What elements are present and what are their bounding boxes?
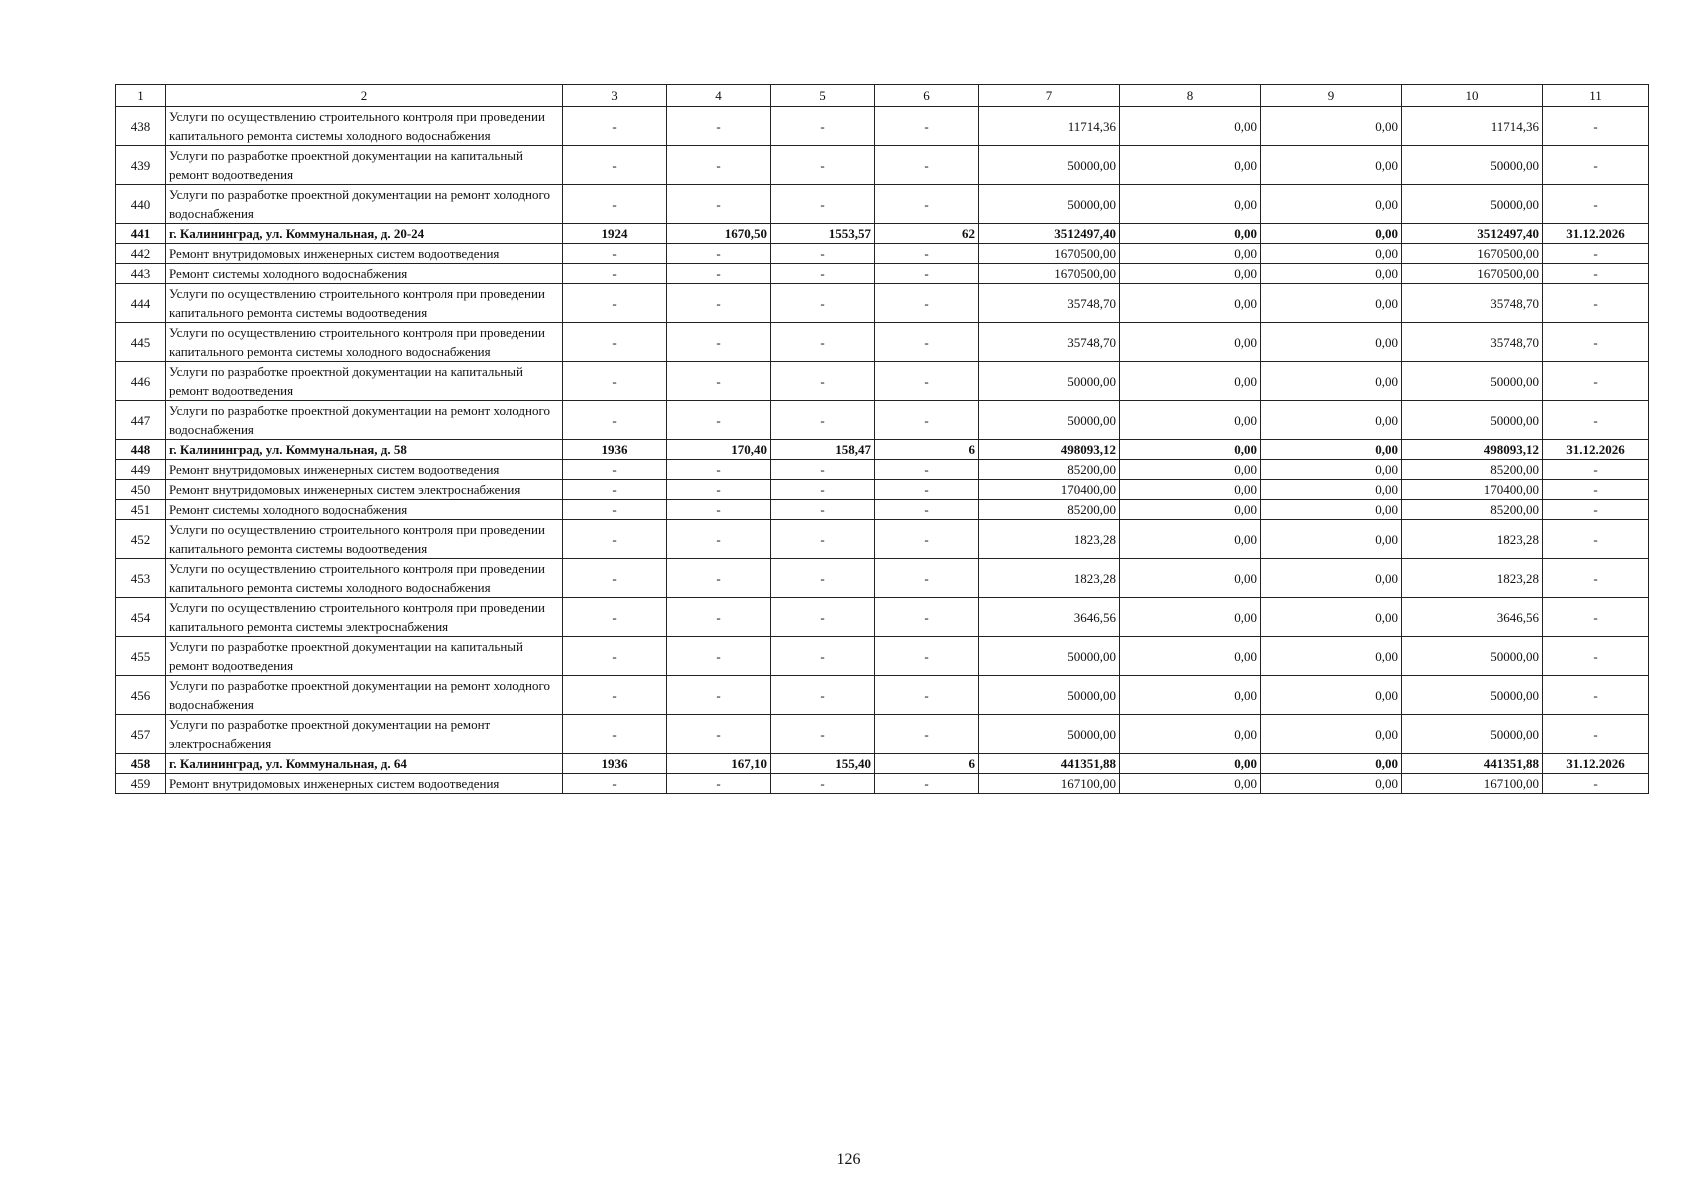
table-row	[116, 146, 1649, 185]
col-4-cell: -	[667, 715, 771, 754]
col-3-cell: -	[563, 715, 667, 754]
col-9-cell: 0,00	[1261, 559, 1402, 598]
row-number-cell: 446	[116, 362, 166, 401]
col-5-cell: -	[771, 598, 875, 637]
col-9-cell: 0,00	[1261, 244, 1402, 264]
table-row	[116, 715, 1649, 754]
col-10-cell: 50000,00	[1402, 715, 1543, 754]
row-number-cell: 443	[116, 264, 166, 284]
col-8-cell: 0,00	[1120, 774, 1261, 794]
col-4-cell: -	[667, 500, 771, 520]
col-7-cell: 498093,12	[979, 440, 1120, 460]
row-number-cell: 440	[116, 185, 166, 224]
col-8-cell: 0,00	[1120, 598, 1261, 637]
col-4-cell: -	[667, 401, 771, 440]
col-11-cell: -	[1543, 401, 1649, 440]
description-cell: Ремонт внутридомовых инженерных систем водоотведения	[166, 244, 563, 264]
col-9-cell: 0,00	[1261, 107, 1402, 146]
col-7-cell: 1670500,00	[979, 264, 1120, 284]
col-11-cell: -	[1543, 559, 1649, 598]
col-7-cell: 50000,00	[979, 676, 1120, 715]
col-7-cell: 167100,00	[979, 774, 1120, 794]
row-number-cell: 449	[116, 460, 166, 480]
table-row	[116, 676, 1649, 715]
description-cell: Ремонт системы холодного водоснабжения	[166, 264, 563, 284]
col-9-cell: 0,00	[1261, 440, 1402, 460]
col-8-cell: 0,00	[1120, 480, 1261, 500]
col-6-cell: -	[875, 598, 979, 637]
col-7-cell: 85200,00	[979, 460, 1120, 480]
col-11-cell: -	[1543, 284, 1649, 323]
table-row	[116, 107, 1649, 146]
col-11-cell: -	[1543, 185, 1649, 224]
col-6-cell: -	[875, 559, 979, 598]
col-5-cell: -	[771, 323, 875, 362]
col-5-cell: -	[771, 637, 875, 676]
col-5-cell: 158,47	[771, 440, 875, 460]
col-10-cell: 167100,00	[1402, 774, 1543, 794]
description-cell: г. Калининград, ул. Коммунальная, д. 64	[166, 754, 563, 774]
col-4-cell: -	[667, 323, 771, 362]
table-body	[116, 107, 1649, 794]
col-10-cell: 1670500,00	[1402, 244, 1543, 264]
col-3-cell: 1936	[563, 754, 667, 774]
table-row	[116, 284, 1649, 323]
description-cell: Услуги по осуществлению строительного контроля при проведении капитального ремонта системы холодного водоснабжения	[166, 107, 563, 146]
col-7-cell: 3512497,40	[979, 224, 1120, 244]
col-11-cell: -	[1543, 244, 1649, 264]
col-5-cell: -	[771, 676, 875, 715]
table-header	[116, 85, 1649, 107]
row-number-cell: 451	[116, 500, 166, 520]
col-10-cell: 35748,70	[1402, 323, 1543, 362]
col-7-cell: 11714,36	[979, 107, 1120, 146]
col-10-cell: 35748,70	[1402, 284, 1543, 323]
description-cell: Ремонт внутридомовых инженерных систем электроснабжения	[166, 480, 563, 500]
row-number-cell: 452	[116, 520, 166, 559]
col-7-cell: 50000,00	[979, 146, 1120, 185]
table-row	[116, 559, 1649, 598]
col-5-cell: -	[771, 244, 875, 264]
header-row	[116, 85, 1649, 107]
page-number: 126	[836, 1151, 861, 1168]
table-row	[116, 774, 1649, 794]
col-9-cell: 0,00	[1261, 480, 1402, 500]
header-cell: 7	[979, 85, 1120, 107]
col-5-cell: -	[771, 284, 875, 323]
col-4-cell: -	[667, 520, 771, 559]
col-5-cell: -	[771, 460, 875, 480]
table-row	[116, 500, 1649, 520]
col-6-cell: -	[875, 107, 979, 146]
col-8-cell: 0,00	[1120, 244, 1261, 264]
col-8-cell: 0,00	[1120, 460, 1261, 480]
col-3-cell: -	[563, 284, 667, 323]
description-cell: Услуги по разработке проектной документации на ремонт холодного водоснабжения	[166, 185, 563, 224]
table-row	[116, 362, 1649, 401]
col-3-cell: -	[563, 185, 667, 224]
col-6-cell: -	[875, 500, 979, 520]
row-number-cell: 458	[116, 754, 166, 774]
col-4-cell: -	[667, 774, 771, 794]
col-10-cell: 85200,00	[1402, 460, 1543, 480]
col-4-cell: -	[667, 362, 771, 401]
col-5-cell: -	[771, 146, 875, 185]
col-4-cell: -	[667, 107, 771, 146]
col-6-cell: -	[875, 774, 979, 794]
row-number-cell: 448	[116, 440, 166, 460]
header-cell: 2	[166, 85, 563, 107]
header-cell: 1	[116, 85, 166, 107]
description-cell: г. Калининград, ул. Коммунальная, д. 58	[166, 440, 563, 460]
col-11-cell: -	[1543, 500, 1649, 520]
col-3-cell: -	[563, 244, 667, 264]
table-row	[116, 401, 1649, 440]
col-5-cell: -	[771, 500, 875, 520]
col-11-cell: -	[1543, 460, 1649, 480]
col-7-cell: 1823,28	[979, 520, 1120, 559]
col-6-cell: -	[875, 362, 979, 401]
col-6-cell: -	[875, 146, 979, 185]
col-6-cell: -	[875, 480, 979, 500]
header-cell: 8	[1120, 85, 1261, 107]
address-row	[116, 754, 1649, 774]
col-11-cell: -	[1543, 480, 1649, 500]
col-10-cell: 50000,00	[1402, 146, 1543, 185]
col-7-cell: 35748,70	[979, 323, 1120, 362]
row-number-cell: 453	[116, 559, 166, 598]
col-11-cell: -	[1543, 637, 1649, 676]
col-9-cell: 0,00	[1261, 460, 1402, 480]
col-3-cell: 1924	[563, 224, 667, 244]
col-7-cell: 50000,00	[979, 185, 1120, 224]
col-5-cell: -	[771, 362, 875, 401]
col-8-cell: 0,00	[1120, 362, 1261, 401]
col-9-cell: 0,00	[1261, 754, 1402, 774]
col-4-cell: -	[667, 637, 771, 676]
col-8-cell: 0,00	[1120, 185, 1261, 224]
table-row	[116, 598, 1649, 637]
col-11-cell: -	[1543, 107, 1649, 146]
header-cell: 4	[667, 85, 771, 107]
col-5-cell: -	[771, 185, 875, 224]
col-9-cell: 0,00	[1261, 185, 1402, 224]
table-row	[116, 460, 1649, 480]
col-10-cell: 85200,00	[1402, 500, 1543, 520]
row-number-cell: 450	[116, 480, 166, 500]
col-4-cell: -	[667, 460, 771, 480]
col-5-cell: -	[771, 520, 875, 559]
description-cell: Услуги по разработке проектной документации на капитальный ремонт водоотведения	[166, 362, 563, 401]
col-3-cell: -	[563, 107, 667, 146]
table-row	[116, 637, 1649, 676]
col-9-cell: 0,00	[1261, 323, 1402, 362]
col-6-cell: -	[875, 401, 979, 440]
col-5-cell: 155,40	[771, 754, 875, 774]
col-11-cell: 31.12.2026	[1543, 224, 1649, 244]
col-7-cell: 35748,70	[979, 284, 1120, 323]
description-cell: Услуги по разработке проектной документации на капитальный ремонт водоотведения	[166, 637, 563, 676]
col-9-cell: 0,00	[1261, 264, 1402, 284]
col-5-cell: -	[771, 559, 875, 598]
description-cell: Услуги по осуществлению строительного контроля при проведении капитального ремонта системы водоотведения	[166, 520, 563, 559]
col-11-cell: -	[1543, 774, 1649, 794]
col-6-cell: -	[875, 637, 979, 676]
header-cell: 6	[875, 85, 979, 107]
table-row	[116, 244, 1649, 264]
description-cell: Услуги по разработке проектной документации на капитальный ремонт водоотведения	[166, 146, 563, 185]
col-3-cell: -	[563, 146, 667, 185]
col-4-cell: -	[667, 244, 771, 264]
col-3-cell: -	[563, 264, 667, 284]
col-9-cell: 0,00	[1261, 598, 1402, 637]
description-cell: г. Калининград, ул. Коммунальная, д. 20-24	[166, 224, 563, 244]
table-row	[116, 480, 1649, 500]
description-cell: Услуги по разработке проектной документации на ремонт электроснабжения	[166, 715, 563, 754]
address-row	[116, 224, 1649, 244]
col-6-cell: 6	[875, 440, 979, 460]
col-8-cell: 0,00	[1120, 323, 1261, 362]
col-9-cell: 0,00	[1261, 520, 1402, 559]
col-11-cell: -	[1543, 715, 1649, 754]
col-8-cell: 0,00	[1120, 440, 1261, 460]
col-6-cell: -	[875, 460, 979, 480]
col-4-cell: -	[667, 284, 771, 323]
col-3-cell: -	[563, 362, 667, 401]
col-10-cell: 50000,00	[1402, 637, 1543, 676]
row-number-cell: 454	[116, 598, 166, 637]
col-8-cell: 0,00	[1120, 107, 1261, 146]
col-8-cell: 0,00	[1120, 264, 1261, 284]
col-3-cell: -	[563, 559, 667, 598]
col-6-cell: -	[875, 284, 979, 323]
col-8-cell: 0,00	[1120, 401, 1261, 440]
col-8-cell: 0,00	[1120, 715, 1261, 754]
col-4-cell: -	[667, 185, 771, 224]
table-row	[116, 264, 1649, 284]
row-number-cell: 442	[116, 244, 166, 264]
header-cell: 5	[771, 85, 875, 107]
description-cell: Услуги по осуществлению строительного контроля при проведении капитального ремонта системы водоотведения	[166, 284, 563, 323]
col-6-cell: -	[875, 715, 979, 754]
header-cell: 3	[563, 85, 667, 107]
col-4-cell: -	[667, 264, 771, 284]
col-5-cell: -	[771, 774, 875, 794]
row-number-cell: 447	[116, 401, 166, 440]
col-6-cell: -	[875, 244, 979, 264]
col-8-cell: 0,00	[1120, 146, 1261, 185]
col-11-cell: 31.12.2026	[1543, 440, 1649, 460]
col-9-cell: 0,00	[1261, 676, 1402, 715]
col-10-cell: 1823,28	[1402, 559, 1543, 598]
col-8-cell: 0,00	[1120, 224, 1261, 244]
col-10-cell: 3512497,40	[1402, 224, 1543, 244]
col-9-cell: 0,00	[1261, 224, 1402, 244]
description-cell: Услуги по разработке проектной документации на ремонт холодного водоснабжения	[166, 401, 563, 440]
col-9-cell: 0,00	[1261, 774, 1402, 794]
col-10-cell: 50000,00	[1402, 362, 1543, 401]
col-5-cell: -	[771, 401, 875, 440]
col-10-cell: 50000,00	[1402, 185, 1543, 224]
col-4-cell: -	[667, 559, 771, 598]
row-number-cell: 455	[116, 637, 166, 676]
col-7-cell: 50000,00	[979, 715, 1120, 754]
col-4-cell: -	[667, 480, 771, 500]
col-10-cell: 498093,12	[1402, 440, 1543, 460]
col-8-cell: 0,00	[1120, 754, 1261, 774]
row-number-cell: 459	[116, 774, 166, 794]
col-6-cell: 62	[875, 224, 979, 244]
col-6-cell: -	[875, 185, 979, 224]
col-7-cell: 50000,00	[979, 362, 1120, 401]
col-10-cell: 441351,88	[1402, 754, 1543, 774]
table-row	[116, 185, 1649, 224]
col-10-cell: 1823,28	[1402, 520, 1543, 559]
col-7-cell: 50000,00	[979, 637, 1120, 676]
col-9-cell: 0,00	[1261, 637, 1402, 676]
col-8-cell: 0,00	[1120, 637, 1261, 676]
col-3-cell: -	[563, 323, 667, 362]
col-8-cell: 0,00	[1120, 500, 1261, 520]
col-10-cell: 170400,00	[1402, 480, 1543, 500]
col-4-cell: 170,40	[667, 440, 771, 460]
col-11-cell: -	[1543, 676, 1649, 715]
col-6-cell: -	[875, 520, 979, 559]
col-9-cell: 0,00	[1261, 362, 1402, 401]
row-number-cell: 445	[116, 323, 166, 362]
col-3-cell: -	[563, 460, 667, 480]
col-10-cell: 3646,56	[1402, 598, 1543, 637]
col-9-cell: 0,00	[1261, 715, 1402, 754]
col-4-cell: -	[667, 146, 771, 185]
col-3-cell: -	[563, 520, 667, 559]
col-10-cell: 11714,36	[1402, 107, 1543, 146]
col-5-cell: -	[771, 264, 875, 284]
col-5-cell: -	[771, 107, 875, 146]
row-number-cell: 439	[116, 146, 166, 185]
description-cell: Услуги по осуществлению строительного контроля при проведении капитального ремонта системы холодного водоснабжения	[166, 323, 563, 362]
col-3-cell: -	[563, 676, 667, 715]
header-cell: 9	[1261, 85, 1402, 107]
row-number-cell: 441	[116, 224, 166, 244]
table-row	[116, 323, 1649, 362]
description-cell: Ремонт внутридомовых инженерных систем водоотведения	[166, 774, 563, 794]
col-5-cell: -	[771, 715, 875, 754]
col-10-cell: 50000,00	[1402, 401, 1543, 440]
col-9-cell: 0,00	[1261, 146, 1402, 185]
col-3-cell: -	[563, 774, 667, 794]
col-8-cell: 0,00	[1120, 520, 1261, 559]
col-6-cell: 6	[875, 754, 979, 774]
col-7-cell: 1670500,00	[979, 244, 1120, 264]
col-8-cell: 0,00	[1120, 284, 1261, 323]
description-cell: Услуги по осуществлению строительного контроля при проведении капитального ремонта системы электроснабжения	[166, 598, 563, 637]
description-cell: Услуги по осуществлению строительного контроля при проведении капитального ремонта системы холодного водоснабжения	[166, 559, 563, 598]
col-4-cell: -	[667, 676, 771, 715]
description-cell: Ремонт внутридомовых инженерных систем водоотведения	[166, 460, 563, 480]
table-row	[116, 520, 1649, 559]
col-11-cell: -	[1543, 362, 1649, 401]
col-9-cell: 0,00	[1261, 401, 1402, 440]
col-3-cell: -	[563, 401, 667, 440]
col-9-cell: 0,00	[1261, 284, 1402, 323]
col-11-cell: -	[1543, 323, 1649, 362]
col-3-cell: -	[563, 500, 667, 520]
col-7-cell: 170400,00	[979, 480, 1120, 500]
col-11-cell: 31.12.2026	[1543, 754, 1649, 774]
col-7-cell: 1823,28	[979, 559, 1120, 598]
description-cell: Услуги по разработке проектной документации на ремонт холодного водоснабжения	[166, 676, 563, 715]
col-4-cell: 1670,50	[667, 224, 771, 244]
col-11-cell: -	[1543, 146, 1649, 185]
col-6-cell: -	[875, 264, 979, 284]
row-number-cell: 456	[116, 676, 166, 715]
col-9-cell: 0,00	[1261, 500, 1402, 520]
row-number-cell: 457	[116, 715, 166, 754]
col-4-cell: 167,10	[667, 754, 771, 774]
col-8-cell: 0,00	[1120, 559, 1261, 598]
col-7-cell: 50000,00	[979, 401, 1120, 440]
col-7-cell: 441351,88	[979, 754, 1120, 774]
col-5-cell: -	[771, 480, 875, 500]
row-number-cell: 444	[116, 284, 166, 323]
col-11-cell: -	[1543, 598, 1649, 637]
data-table	[115, 84, 1649, 794]
col-10-cell: 50000,00	[1402, 676, 1543, 715]
description-cell: Ремонт системы холодного водоснабжения	[166, 500, 563, 520]
col-7-cell: 3646,56	[979, 598, 1120, 637]
col-7-cell: 85200,00	[979, 500, 1120, 520]
col-6-cell: -	[875, 676, 979, 715]
col-10-cell: 1670500,00	[1402, 264, 1543, 284]
col-8-cell: 0,00	[1120, 676, 1261, 715]
col-5-cell: 1553,57	[771, 224, 875, 244]
col-3-cell: -	[563, 598, 667, 637]
row-number-cell: 438	[116, 107, 166, 146]
col-3-cell: 1936	[563, 440, 667, 460]
col-3-cell: -	[563, 480, 667, 500]
header-cell: 11	[1543, 85, 1649, 107]
address-row	[116, 440, 1649, 460]
col-11-cell: -	[1543, 520, 1649, 559]
col-3-cell: -	[563, 637, 667, 676]
col-11-cell: -	[1543, 264, 1649, 284]
col-4-cell: -	[667, 598, 771, 637]
col-6-cell: -	[875, 323, 979, 362]
header-cell: 10	[1402, 85, 1543, 107]
